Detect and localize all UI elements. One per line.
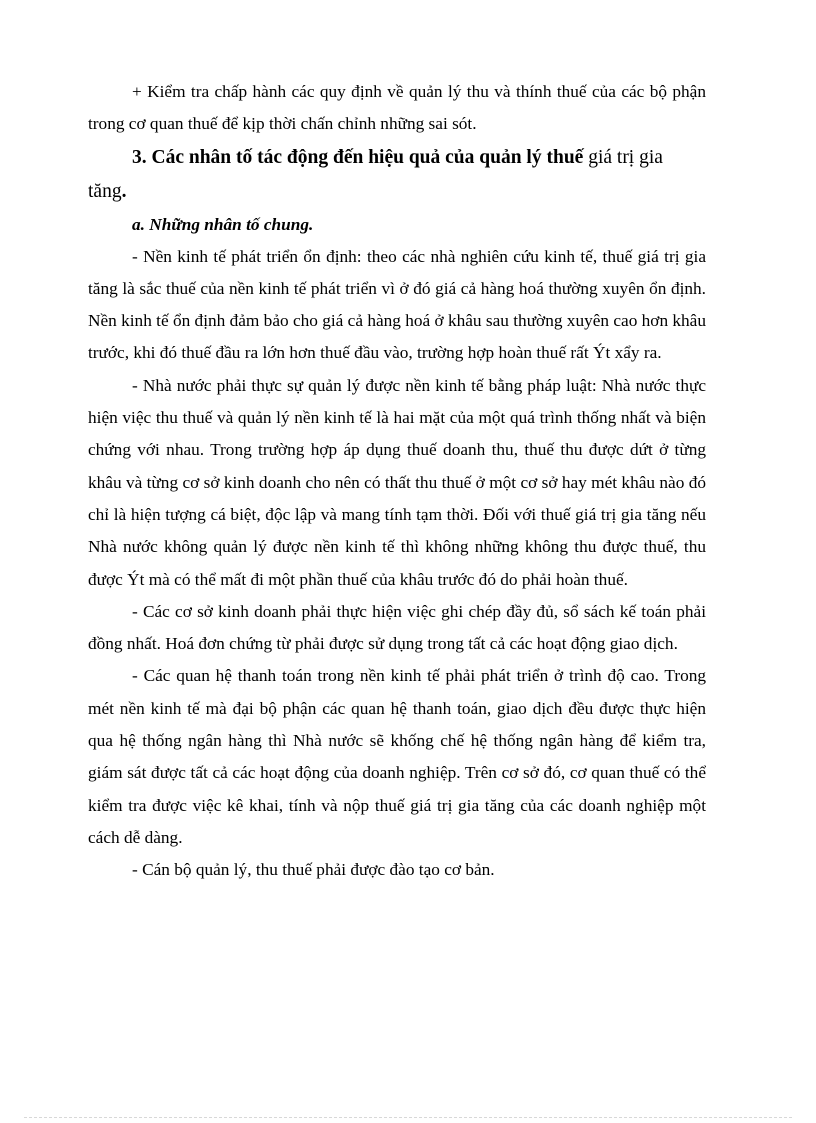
body-paragraph: - Các cơ sở kinh doanh phải thực hiện việc ghi chép đầy đủ, sổ sách kế toán phải đồng nhất. Hoá đơn chứng từ phải được sử dụng trong tất cả các hoạt động giao dịch.	[88, 601, 706, 654]
body-paragraph: - Nền kinh tế phát triển ổn định: theo các nhà nghiên cứu kinh tế, thuế giá trị gia tăng là sắc thuế của nền kinh tế phát triển vì ở đó giá cả hàng hoá thường xuyên ổn định. Nền kinh tế ổn định đảm bảo cho giá cả hàng hoá ở khâu sau thường xuyên cao hơn khâu trước, khi đó thuế đầu ra lớn hơn thuế đầu vào, trường hợp hoàn thuế rất Ýt xẩy ra.	[88, 246, 706, 363]
heading-bold-text: 3. Các nhân tố tác động đến hiệu quả của quản lý thuế	[132, 146, 584, 168]
section-heading	[88, 141, 706, 209]
body-paragraph: - Nhà nước phải thực sự quản lý được nền kinh tế bằng pháp luật: Nhà nước thực hiện việc thu thuế và quản lý nền kinh tế là hai mặt của một quá trình thống nhất và biện chứng với nhau. Trong trường hợp áp dụng thuế doanh thu, thuế thu được dứt ở từng khâu và từng cơ sở kinh doanh cho nên có thất thu thuế ở một cơ sở hay mét khâu nào đó chỉ là hiện tượng cá biệt, độc lập và mang tính tạm thời. Đối với thuế giá trị gia tăng nếu Nhà nước không quản lý được nền kinh tế thì không những không thu được thuế, thu được Ýt mà có thể mất đi một phần thuế của khâu trước đó do phải hoàn thuế.	[88, 375, 706, 589]
page-bottom-divider	[24, 1117, 792, 1118]
body-paragraph: - Cán bộ quản lý, thu thuế phải được đào tạo cơ bản.	[132, 860, 495, 880]
intro-paragraph: + Kiểm tra chấp hành các quy định về quản lý thu và thính thuế của các bộ phận trong cơ quan thuế để kịp thời chấn chỉnh những sai sót.	[88, 82, 706, 134]
heading-normal-text: giá trị gia tăng	[88, 146, 663, 202]
subsection-heading: a. Những nhân tố chung.	[132, 214, 314, 234]
document-page	[88, 76, 706, 887]
body-paragraph: - Các quan hệ thanh toán trong nền kinh tế phải phát triển ở trình độ cao. Trong mét nền kinh tế mà đại bộ phận các quan hệ thanh toán, giao dịch đều được thực hiện qua hệ thống ngân hàng thì Nhà nước sẽ khống chế hệ thống ngân hàng để kiểm tra, giám sát được tất cả các hoạt động của doanh nghiệp. Trên cơ sở đó, cơ quan thuế có thể kiểm tra được việc kê khai, tính và nộp thuế giá trị gia tăng của các doanh nghiệp một cách dễ dàng.	[88, 666, 706, 847]
heading-period: .	[121, 180, 127, 202]
